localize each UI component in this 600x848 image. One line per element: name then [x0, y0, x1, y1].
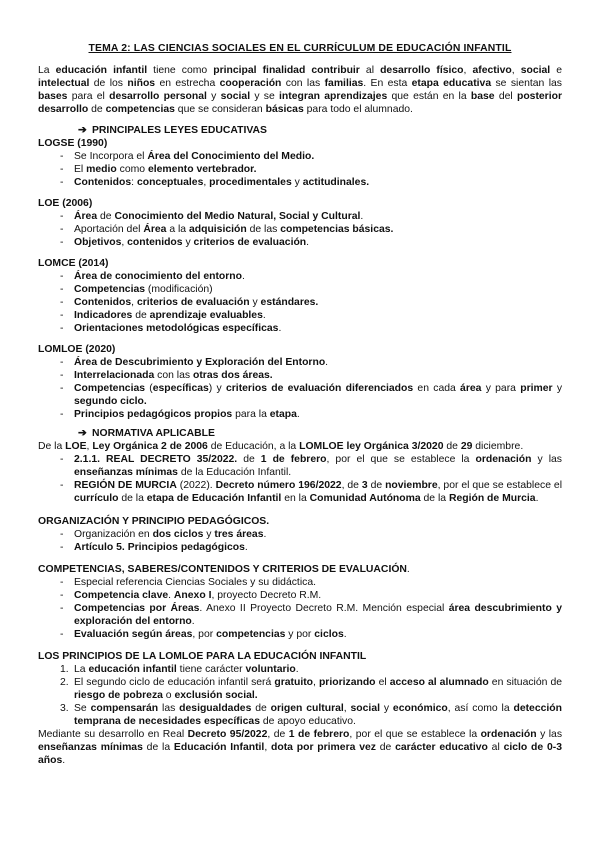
- text-run: Se: [74, 703, 91, 714]
- law-title: LOMLOE (2020): [38, 344, 116, 355]
- text-run: y: [380, 703, 393, 714]
- text-run: y: [552, 383, 563, 394]
- bold-text: Indicadores: [74, 310, 133, 321]
- list-item: [38, 356, 562, 369]
- bold-text: riesgo de pobreza: [74, 690, 163, 701]
- text-run: El: [74, 164, 87, 175]
- text-run: ,: [463, 65, 473, 76]
- text-run: (2022).: [176, 480, 216, 491]
- bold-text: ciclo de 0-3 años: [38, 742, 562, 766]
- bold-text: Principios pedagógicos propios: [74, 409, 233, 420]
- list-item: [38, 408, 562, 421]
- leyes-heading: [38, 124, 562, 137]
- bold-text: Artículo 5. Principios pedagógicos: [74, 542, 245, 553]
- text-run: de: [237, 454, 261, 465]
- list-item: [38, 576, 562, 589]
- bold-text: bases: [38, 91, 68, 102]
- item-text: [74, 677, 562, 701]
- text-run: , por el que se establece el: [437, 480, 562, 491]
- bold-text: LOE: [65, 441, 87, 452]
- text-run: , por el que se establece la: [326, 454, 476, 465]
- list-item: [38, 541, 562, 554]
- text-run: diciembre.: [472, 441, 524, 452]
- law-items: [38, 150, 562, 189]
- document-page: [38, 42, 562, 767]
- text-run: ,: [511, 65, 521, 76]
- bold-text: primer: [520, 383, 553, 394]
- bold-text: dos ciclos: [152, 529, 204, 540]
- text-run: de: [251, 703, 271, 714]
- leyes-heading-text: PRINCIPALES LEYES EDUCATIVAS: [92, 125, 267, 136]
- bold-text: voluntario: [245, 664, 296, 675]
- text-run: de: [97, 211, 115, 222]
- bold-text: Contenidos: [74, 297, 132, 308]
- text-run: y se: [250, 91, 280, 102]
- bold-text: priorizando: [318, 677, 376, 688]
- bold-text: 2.1.1. REAL DECRETO 35/2022.: [74, 454, 238, 465]
- organizacion-heading: ORGANIZACIÓN Y PRINCIPIO PEDAGÓGICOS.: [38, 516, 270, 527]
- normativa-intro: [38, 440, 562, 453]
- bold-text: aprendizaje evaluables: [149, 310, 263, 321]
- bold-text: compensarán: [90, 703, 159, 714]
- normativa-items: [38, 453, 562, 505]
- text-run: ,: [131, 297, 137, 308]
- list-item: [38, 322, 562, 335]
- principios-heading: LOS PRINCIPIOS DE LA LOMLOE PARA LA EDUCACIÓN INFANTIL: [38, 651, 367, 662]
- bold-text: tres áreas: [214, 529, 264, 540]
- text-run: del: [494, 91, 517, 102]
- text-run: . Anexo II Proyecto Decreto R.M. Mención especial: [199, 603, 449, 614]
- text-run: .: [325, 357, 329, 368]
- bold-text: específicas: [152, 383, 209, 394]
- bold-text: Área: [74, 211, 98, 222]
- organizacion-items: [38, 528, 562, 554]
- text-run: con las: [154, 370, 193, 381]
- text-run: De la: [38, 441, 66, 452]
- text-run: Mediante su desarrollo en Real: [38, 729, 188, 740]
- document-title: TEMA 2: LAS CIENCIAS SOCIALES EN EL CURRÍCULUM DE EDUCACIÓN INFANTIL: [88, 43, 512, 54]
- bold-text: Orientaciones metodológicas específicas: [74, 323, 279, 334]
- text-run: :: [131, 177, 137, 188]
- bold-text: procedimentales: [209, 177, 292, 188]
- text-run: . En esta: [363, 78, 412, 89]
- text-run: de: [88, 104, 106, 115]
- bold-text: competencias: [216, 629, 286, 640]
- bold-text: carácter educativo: [395, 742, 488, 753]
- bold-text: ordenación: [475, 454, 532, 465]
- text-run: tiene carácter: [176, 664, 246, 675]
- text-run: (: [145, 383, 153, 394]
- text-run: ,: [203, 177, 210, 188]
- bold-text: gratuito: [274, 677, 314, 688]
- bold-text: intelectual: [38, 78, 90, 89]
- text-run: .: [244, 542, 248, 553]
- list-item: [38, 163, 562, 176]
- bold-text: etapa de Educación Infantil: [146, 493, 282, 504]
- law-title: LOMCE (2014): [38, 258, 109, 269]
- text-run: o: [162, 690, 175, 701]
- list-item: [38, 283, 562, 296]
- bold-text: ciclos: [314, 629, 344, 640]
- text-run: .: [278, 323, 282, 334]
- law-items: [38, 210, 562, 249]
- bold-text: 3: [361, 480, 368, 491]
- list-item: [38, 602, 562, 628]
- bold-text: ordenación: [480, 729, 537, 740]
- bold-text: Decreto 95/2022: [187, 729, 268, 740]
- text-run: de: [132, 310, 150, 321]
- text-run: y para: [481, 383, 521, 394]
- bold-text: integran aprendizajes: [279, 91, 388, 102]
- text-run: ,: [343, 703, 351, 714]
- bold-text: segundo ciclo.: [74, 396, 147, 407]
- text-run: de: [443, 441, 461, 452]
- text-run: e: [550, 65, 562, 76]
- text-run: , por el que se establece la: [349, 729, 481, 740]
- text-run: que están en la: [387, 91, 471, 102]
- text-run: y las: [536, 729, 563, 740]
- list-item: [38, 382, 562, 408]
- bold-text: detección temprana de necesidades específicas: [74, 703, 562, 727]
- bold-text: adquisición: [188, 224, 247, 235]
- bold-text: Región de Murcia: [448, 493, 536, 504]
- list-item: [38, 270, 562, 283]
- text-run: de: [375, 742, 396, 753]
- list-item: [38, 702, 562, 728]
- law-logse: [38, 137, 562, 189]
- bold-text: conceptuales: [136, 177, 204, 188]
- text-run: .: [242, 271, 245, 282]
- text-run: .: [263, 529, 267, 540]
- text-run: .: [295, 664, 299, 675]
- list-item: [38, 210, 562, 223]
- arrow-icon: ➔: [78, 428, 87, 439]
- bold-text: Objetivos: [74, 237, 122, 248]
- list-item: [38, 453, 562, 479]
- text-run: y: [182, 237, 194, 248]
- bold-text: social: [220, 91, 251, 102]
- text-run: Aportación del: [74, 224, 144, 235]
- text-run: El segundo ciclo de educación infantil será: [74, 677, 275, 688]
- bold-text: competencias básicas.: [280, 224, 394, 235]
- bold-text: otras dos áreas.: [192, 370, 273, 381]
- text-run: .: [535, 493, 539, 504]
- text-run: ,: [86, 441, 93, 452]
- text-run: tiene como: [147, 65, 214, 76]
- bold-text: acceso al alumnado: [389, 677, 489, 688]
- law-lomce: [38, 257, 562, 335]
- item-number: 3.: [60, 703, 69, 714]
- bold-text: Interrelacionada: [74, 370, 155, 381]
- text-run: para el: [67, 91, 110, 102]
- list-item: [38, 223, 562, 236]
- text-run: de Educación, a la: [207, 441, 300, 452]
- bold-text: desigualdades: [179, 703, 252, 714]
- text-run: La: [74, 664, 89, 675]
- bold-text: exclusión social.: [174, 690, 258, 701]
- list-item: [38, 309, 562, 322]
- text-run: para todo el alumnado.: [303, 104, 413, 115]
- text-run: .: [296, 409, 300, 420]
- text-run: de los: [89, 78, 128, 89]
- text-run: y: [203, 529, 215, 540]
- bold-text: básicas: [265, 104, 304, 115]
- bold-text: enseñanzas mínimas: [38, 742, 143, 753]
- text-run: .: [306, 237, 310, 248]
- text-run: de apoyo educativo.: [259, 716, 356, 727]
- list-item: [38, 296, 562, 309]
- list-item: [38, 236, 562, 249]
- bold-text: desarrollo personal: [109, 91, 207, 102]
- text-run: y: [206, 91, 221, 102]
- competencias-heading-text: COMPETENCIAS, SABERES/CONTENIDOS Y CRITERIOS DE EVALUACIÓN: [38, 564, 407, 575]
- normativa-heading-text: NORMATIVA APLICABLE: [92, 428, 215, 439]
- bold-text: Área del Conocimiento del Medio.: [147, 151, 315, 162]
- text-run: de las: [246, 224, 281, 235]
- text-run: con las: [281, 78, 325, 89]
- competencias-heading-end: .: [406, 564, 410, 575]
- text-run: .: [343, 629, 347, 640]
- text-run: en estrecha: [155, 78, 220, 89]
- list-item: [38, 663, 562, 676]
- law-lomloe: [38, 343, 562, 421]
- text-run: Especial referencia Ciencias Sociales y su didáctica.: [74, 577, 316, 588]
- list-item: [38, 369, 562, 382]
- text-run: .: [62, 755, 66, 766]
- text-run: como: [116, 164, 148, 175]
- text-run: , así como la: [447, 703, 514, 714]
- bold-text: Decreto número 196/2022: [215, 480, 342, 491]
- bold-text: económico: [392, 703, 448, 714]
- bold-text: Ley Orgánica 2 de 2006: [92, 441, 208, 452]
- bold-text: principal finalidad contribuir: [213, 65, 360, 76]
- text-run: de la: [420, 493, 449, 504]
- text-run: las: [158, 703, 180, 714]
- bold-text: Comunidad Autónoma: [309, 493, 421, 504]
- text-run: La: [38, 65, 56, 76]
- bold-text: Educación Infantil: [173, 742, 265, 753]
- text-run: en cada: [413, 383, 461, 394]
- text-run: para la: [232, 409, 270, 420]
- bold-text: REGIÓN DE MURCIA: [74, 480, 177, 491]
- principios-items: [38, 663, 562, 728]
- text-run: , proyecto Decreto R.M.: [211, 590, 322, 601]
- bold-text: educación infantil: [88, 664, 177, 675]
- bold-text: social: [350, 703, 380, 714]
- bold-text: Evaluación según áreas: [74, 629, 193, 640]
- bold-text: enseñanzas mínimas: [74, 467, 178, 478]
- bold-text: criterios de evaluación: [136, 297, 250, 308]
- bold-text: currículo: [74, 493, 119, 504]
- bold-text: noviembre: [385, 480, 438, 491]
- bold-text: Competencia clave: [74, 590, 169, 601]
- text-run: y por: [285, 629, 315, 640]
- bold-text: área: [460, 383, 482, 394]
- bold-text: posterior desarrollo: [38, 91, 563, 115]
- text-run: de la: [118, 493, 147, 504]
- bold-text: Competencias por Áreas: [74, 603, 200, 614]
- text-run: de: [367, 480, 386, 491]
- text-run: .: [191, 616, 195, 627]
- text-run: al: [487, 742, 504, 753]
- text-run: , por: [192, 629, 217, 640]
- bold-text: familias: [324, 78, 364, 89]
- bold-text: niños: [127, 78, 156, 89]
- item-number: 1.: [60, 664, 69, 675]
- bold-text: social: [520, 65, 551, 76]
- text-run: en la: [281, 493, 310, 504]
- text-run: que se consideran: [174, 104, 266, 115]
- text-run: , de: [341, 480, 362, 491]
- text-run: y: [249, 297, 261, 308]
- text-run: de la Educación Infantil.: [177, 467, 292, 478]
- bold-text: cooperación: [219, 78, 282, 89]
- bold-text: criterios de evaluación diferenciados: [225, 383, 414, 394]
- bold-text: etapa: [269, 409, 297, 420]
- law-title: LOE (2006): [38, 198, 93, 209]
- bold-text: educación infantil: [55, 65, 148, 76]
- bold-text: actitudinales.: [302, 177, 370, 188]
- text-run: en situación de: [488, 677, 563, 688]
- text-run: se sientan las: [491, 78, 562, 89]
- bold-text: Competencias: [74, 383, 146, 394]
- bold-text: Competencias: [74, 284, 146, 295]
- bold-text: desarrollo físico: [380, 65, 464, 76]
- text-run: y las: [531, 454, 562, 465]
- item-text: [74, 664, 299, 675]
- list-item: [38, 176, 562, 189]
- arrow-icon: ➔: [78, 125, 87, 136]
- text-run: de la: [142, 742, 174, 753]
- text-run: ) y: [208, 383, 226, 394]
- list-item: [38, 628, 562, 641]
- list-item: [38, 479, 562, 505]
- text-run: .: [262, 310, 266, 321]
- text-run: Organización en: [74, 529, 153, 540]
- text-run: Se Incorpora el: [74, 151, 148, 162]
- text-run: ,: [121, 237, 128, 248]
- text-run: (modificación): [145, 284, 213, 295]
- bold-text: origen cultural: [270, 703, 344, 714]
- bold-text: área descubrimiento y exploración del entorno: [74, 603, 562, 627]
- bold-text: 1 de febrero: [288, 729, 350, 740]
- bold-text: Área: [143, 224, 167, 235]
- bold-text: base: [470, 91, 495, 102]
- bold-text: LOMLOE ley Orgánica 3/2020: [299, 441, 444, 452]
- text-run: ,: [313, 677, 319, 688]
- bold-text: elemento vertebrador.: [147, 164, 257, 175]
- bold-text: 29: [460, 441, 473, 452]
- bold-text: Conocimiento del Medio Natural, Social y Cultural: [114, 211, 361, 222]
- text-run: el: [375, 677, 390, 688]
- list-item: [38, 150, 562, 163]
- text-run: .: [168, 590, 174, 601]
- text-run: al: [359, 65, 381, 76]
- competencias-heading: [38, 563, 562, 576]
- bold-text: criterios de evaluación: [193, 237, 307, 248]
- law-title: LOGSE (1990): [38, 138, 108, 149]
- text-run: , de: [267, 729, 289, 740]
- normativa-heading: [38, 427, 562, 440]
- bold-text: competencias: [105, 104, 175, 115]
- item-number: 2.: [60, 677, 69, 688]
- intro-paragraph: [38, 64, 562, 116]
- bold-text: Área de Descubrimiento y Exploración del Entorno: [74, 357, 326, 368]
- bold-text: contenidos: [127, 237, 183, 248]
- text-run: y: [291, 177, 303, 188]
- list-item: [38, 589, 562, 602]
- competencias-items: [38, 576, 562, 641]
- text-run: ,: [264, 742, 272, 753]
- text-run: .: [360, 211, 364, 222]
- bold-text: Área de conocimiento del entorno: [74, 271, 243, 282]
- bold-text: dota por primera vez: [271, 742, 376, 753]
- bold-text: Anexo I: [173, 590, 212, 601]
- principios-closing: [38, 728, 562, 767]
- text-run: a la: [166, 224, 189, 235]
- bold-text: 1 de febrero: [260, 454, 327, 465]
- list-item: [38, 528, 562, 541]
- bold-text: etapa educativa: [411, 78, 492, 89]
- item-text: [74, 703, 562, 727]
- law-items: [38, 356, 562, 421]
- law-items: [38, 270, 562, 335]
- bold-text: estándares.: [260, 297, 319, 308]
- bold-text: medio: [86, 164, 117, 175]
- bold-text: afectivo: [472, 65, 512, 76]
- law-loe: [38, 197, 562, 249]
- list-item: [38, 676, 562, 702]
- bold-text: Contenidos: [74, 177, 132, 188]
